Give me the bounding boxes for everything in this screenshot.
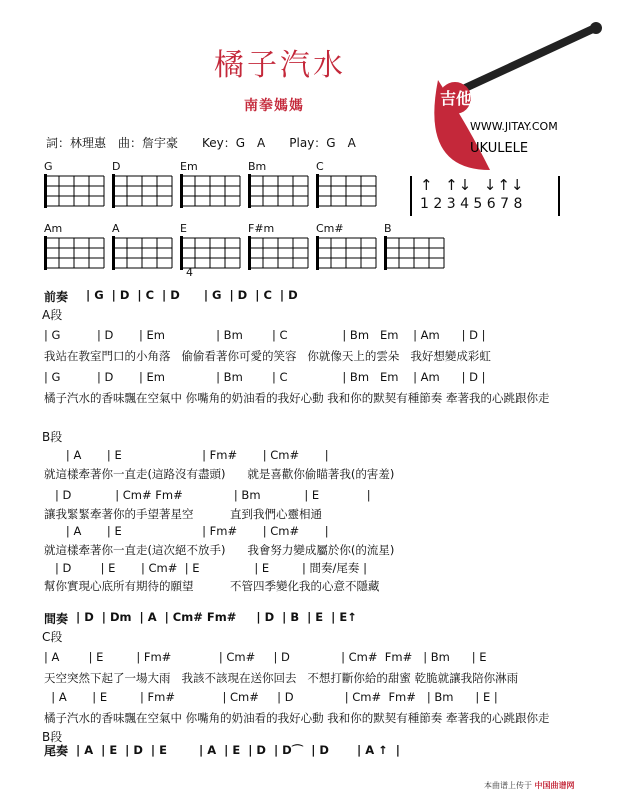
section-a-line: | G | D | Em | Bm | C | Bm Em | Am | D | [44, 370, 486, 384]
section-b-label: B段 [42, 430, 63, 444]
chord-name: E [180, 222, 187, 235]
chord-diagram [112, 174, 174, 210]
page-title: 橘子汽水 [214, 48, 346, 83]
section-b-line: 就這樣牽著你一直走(這次絕不放手) 我會努力變成屬於你(的流星) [44, 543, 395, 557]
outro-label: 尾奏 [44, 744, 69, 758]
section-a-label: A段 [42, 308, 63, 322]
section-c-line: 天空突然下起了一場大雨 我該不該現在送你回去 不想打斷你給的甜蜜 乾脆就讓我陪你淋雨 [44, 671, 519, 685]
outro-section-label: B段 [42, 730, 63, 744]
strum-numbers: 1 2 3 4 5 6 7 8 [420, 196, 523, 212]
chord-name: A [112, 222, 120, 235]
footer-site: 中国曲谱网 [534, 781, 575, 790]
chord-diagram [180, 174, 242, 210]
logo-product: UKULELE [470, 141, 529, 156]
jitay-logo [420, 20, 610, 180]
intro-chords: | G | D | C | D | G | D | C | D [86, 288, 298, 302]
section-b-line: | A | E | Fm# | Cm# | [44, 524, 329, 538]
chord-diagram [248, 174, 310, 210]
song-meta: 詞：林理惠 曲：詹宇豪 Key：G A Play：G A [46, 136, 356, 150]
artist: 南拳媽媽 [244, 98, 304, 114]
chord-name: D [112, 160, 121, 173]
section-b-line: 就這樣牽著你一直走(這路沒有盡頭) 就是喜歡你偷瞄著我(的害羞) [44, 467, 395, 481]
chord-diagram [44, 174, 106, 210]
chord-diagram [112, 236, 174, 272]
logo-url: WWW.JITAY.COM [470, 120, 558, 133]
chord-diagram [384, 236, 446, 272]
intro-label: 前奏 [44, 290, 69, 304]
chord-diagram [316, 174, 378, 210]
chord-diagram [248, 236, 310, 272]
section-a-line: 橘子汽水的香味飄在空氣中 你嘴角的奶油看的我好心動 我和你的默契有種節奏 牽著我的心跳跟你走 [44, 391, 550, 405]
fret-number: 4 [186, 266, 193, 279]
section-b-line: | D | E | Cm# | E | E | 間奏/尾奏 | [44, 561, 367, 575]
chord-name: B [384, 222, 392, 235]
section-b-line: | D | Cm# Fm# | Bm | E | [44, 488, 371, 502]
chord-diagram [44, 236, 106, 272]
section-c-line: | A | E | Fm# | Cm# | D | Cm# Fm# | Bm | E [44, 650, 487, 664]
chord-name: Em [180, 160, 198, 173]
chord-name: Am [44, 222, 63, 235]
chord-name: F#m [248, 222, 275, 235]
chord-name: C [316, 160, 324, 173]
footer [484, 780, 575, 791]
outro-chords: | A | E | D | E | A | E | D | D⌒ | D | A ↑ | [76, 743, 400, 757]
interlude-label: 間奏 [44, 612, 69, 626]
section-c-line: 橘子汽水的香味飄在空氣中 你嘴角的奶油看的我好心動 我和你的默契有種節奏 牽著我的心跳跟你走 [44, 711, 550, 725]
chord-diagram [316, 236, 378, 272]
section-a-line: | G | D | Em | Bm | C | Bm Em | Am | D | [44, 328, 486, 342]
section-c-label: C段 [42, 630, 63, 644]
strum-pattern [410, 176, 560, 216]
footer-prefix: 本曲谱上传于 [484, 781, 532, 790]
chord-name: Cm# [316, 222, 344, 235]
chord-name: Bm [248, 160, 267, 173]
strum-arrows: ↑ ↑↓ ↓↑↓ [420, 176, 525, 194]
section-b-line: | A | E | Fm# | Cm# | [44, 448, 329, 462]
section-c-line: | A | E | Fm# | Cm# | D | Cm# Fm# | Bm | E | [44, 690, 498, 704]
chord-name: G [44, 160, 53, 173]
section-a-line: 我站在教室門口的小角落 偷偷看著你可愛的笑容 你就像天上的雲朵 我好想變成彩虹 [44, 349, 491, 363]
section-b-line: 幫你實現心底所有期待的願望 不管四季變化我的心意不隱藏 [44, 579, 380, 593]
logo-text: 吉他大本營 [440, 89, 521, 108]
section-b-line: 讓我緊緊牽著你的手望著星空 直到我們心靈相通 [44, 507, 323, 521]
interlude-chords: | D | Dm | A | Cm# Fm# | D | B | E | E↑ [76, 610, 357, 624]
